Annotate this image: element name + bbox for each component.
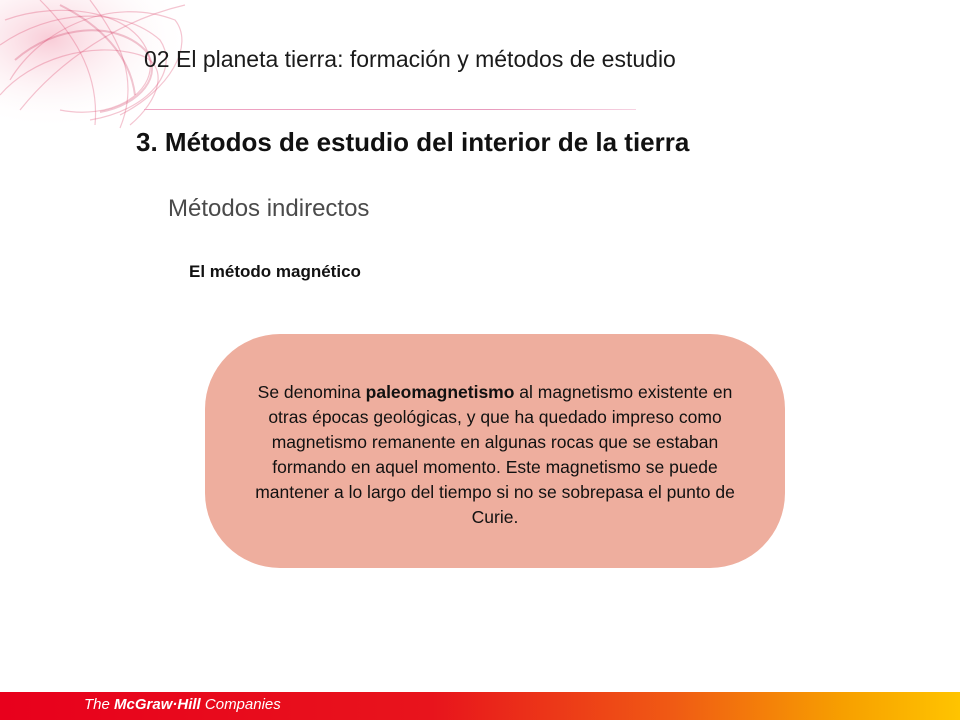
definition-callout: [205, 334, 785, 568]
callout-text-after: al magnetismo existente en otras épocas geológicas, y que ha quedado impreso como magnetismo remanente en algunas rocas que se estaban formando en aquel momento. Este magnetismo se puede mantener a lo largo del tiempo si no se sobrepasa el punto de Curie.: [255, 382, 735, 527]
logo-brand: McGraw·Hill: [114, 696, 201, 713]
publisher-logo: [84, 696, 281, 713]
callout-bold-term: paleomagnetismo: [365, 382, 515, 402]
method-title: El método magnético: [189, 262, 361, 281]
chapter-title: 02 El planeta tierra: formación y métodos de estudio: [144, 46, 676, 72]
subsection-title: Métodos indirectos: [168, 195, 370, 222]
logo-the: The: [84, 696, 110, 713]
logo-companies: Companies: [204, 696, 281, 713]
callout-text-before: Se denomina: [257, 382, 366, 402]
section-title: 3. Métodos de estudio del interior de la tierra: [136, 127, 690, 157]
title-divider: [144, 109, 636, 110]
